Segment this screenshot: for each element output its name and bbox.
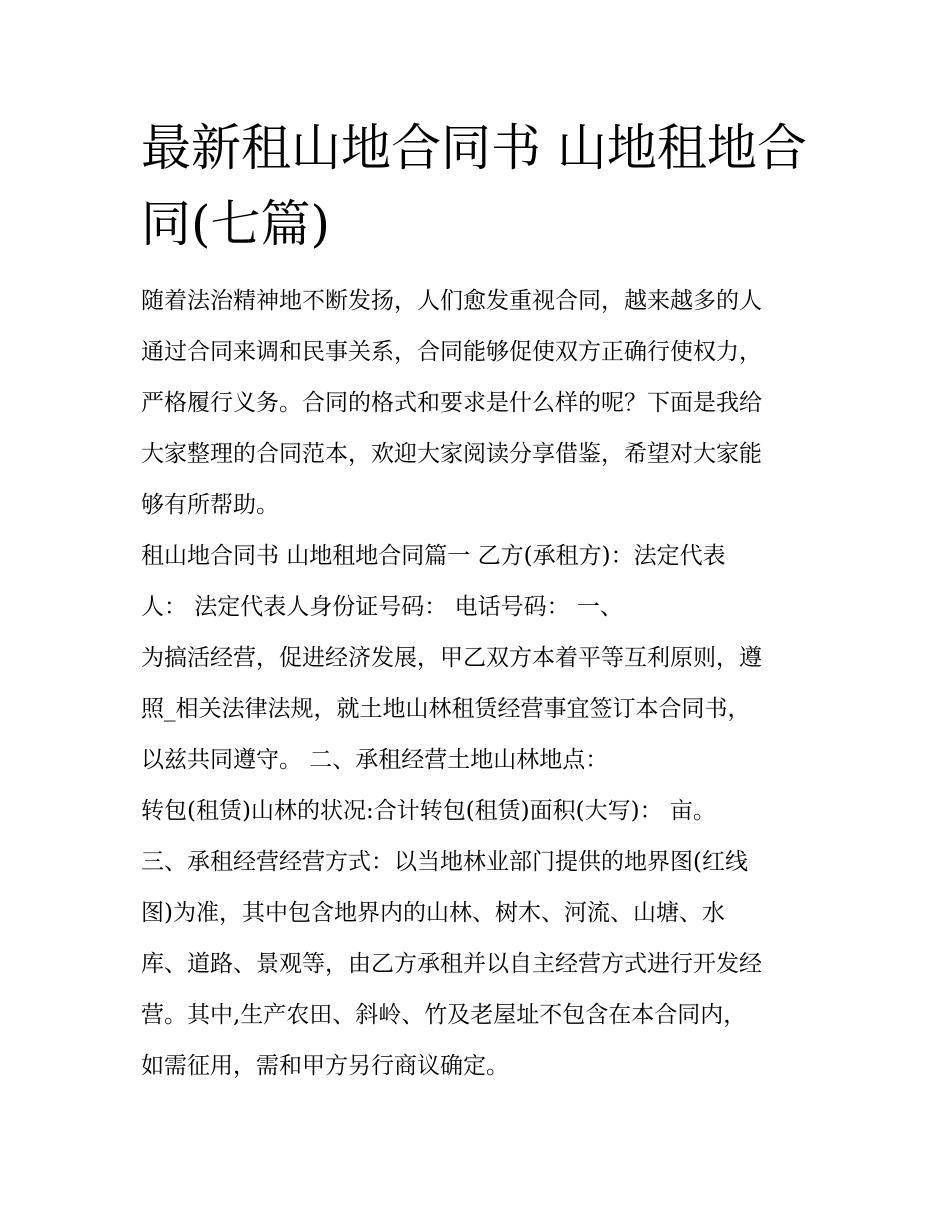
document-title [141,110,821,262]
body-line: 租山地合同书 山地租地合同篇一 乙方(承租方)：法定代表 [141,543,726,569]
body-line: 转包(租赁)山林的状况:合计转包(租赁)面积(大写)： 亩。 [141,798,716,824]
title-line: 最新租山地合同书 山地租地合 [141,119,807,177]
body-line: 人： 法定代表人身份证号码： 电话号码： 一、 [141,594,623,620]
body-line: 照_相关法律法规，就土地山林租赁经营事宜签订本合同书， [141,696,751,722]
body-line: 大家整理的合同范本，欢迎大家阅读分享借鉴，希望对大家能 [141,441,762,467]
body-line: 库、道路、景观等，由乙方承租并以自主经营方式进行开发经 [141,951,762,977]
body-line: 随着法治精神地不断发扬，人们愈发重视合同，越来越多的人 [141,288,762,314]
body-line: 为搞活经营，促进经济发展，甲乙双方本着平等互利原则，遵 [141,645,762,671]
title-line: 同(七篇) [141,195,331,253]
body-line: 如需征用，需和甲方另行商议确定。 [141,1053,509,1079]
body-line: 营。其中,生产农田、斜岭、竹及老屋址不包含在本合同内， [141,1002,747,1028]
body-line: 图)为准，其中包含地界内的山林、树木、河流、山塘、水 [141,900,725,926]
document-body [141,283,821,1099]
body-line: 够有所帮助。 [141,492,279,518]
document-page [141,0,821,1229]
body-line: 通过合同来调和民事关系，合同能够促使双方正确行使权力， [141,339,762,365]
body-line: 以兹共同遵守。 二、承租经营土地山林地点： [141,747,609,773]
body-line: 三、承租经营经营方式：以当地林业部门提供的地界图(红线 [141,849,748,875]
body-line: 严格履行义务。合同的格式和要求是什么样的呢？下面是我给 [141,390,762,416]
